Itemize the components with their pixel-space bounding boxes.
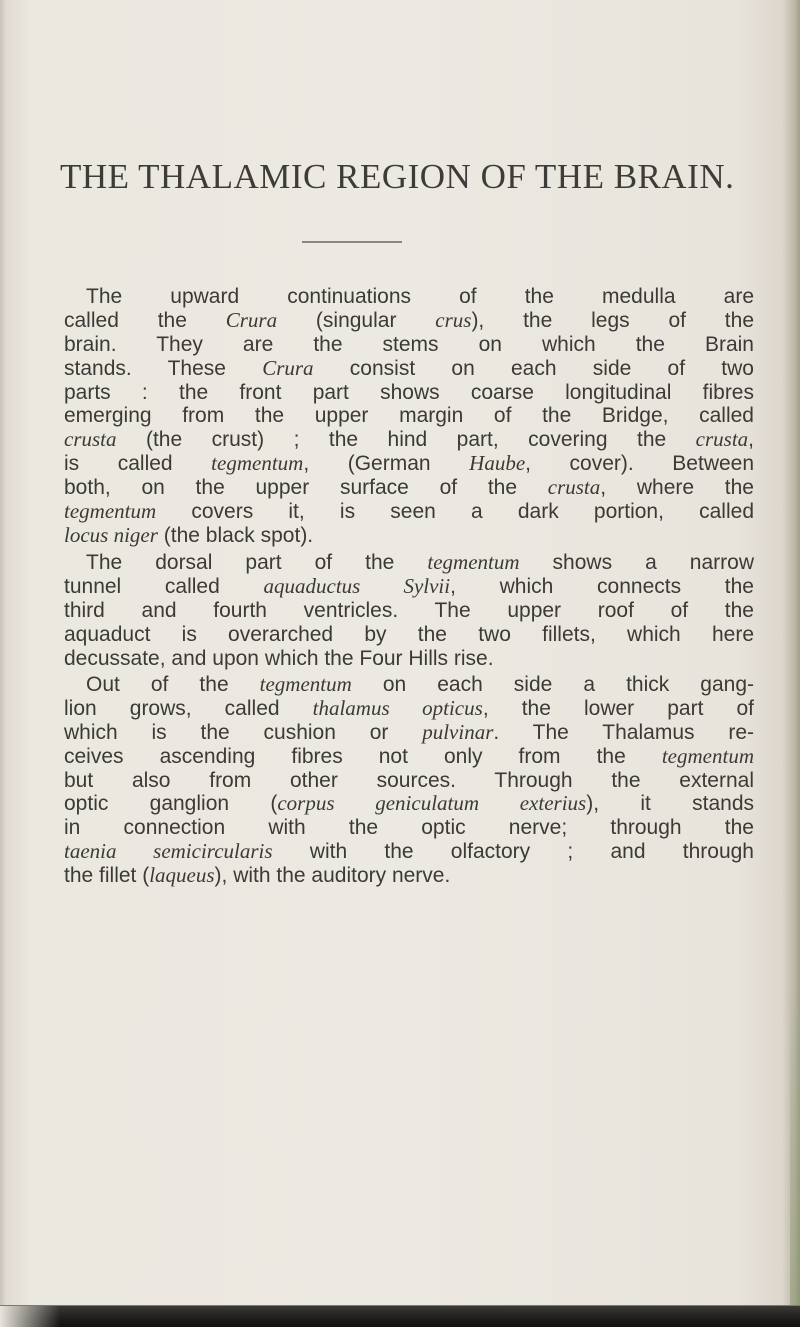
page-left-edge-shadow (0, 0, 6, 1326)
italic-term: Haube (469, 451, 526, 476)
text-line: emerging from the upper margin of the Bridge, called (64, 404, 754, 428)
italic-term: crusta (64, 427, 117, 452)
paragraph-1 (64, 285, 754, 548)
chapter-title: THE THALAMIC REGION OF THE BRAIN. (60, 157, 735, 196)
page-right-edge (782, 0, 800, 1326)
text-line: which is the cushion or pulvinar. The Thalamus re- (64, 719, 754, 744)
italic-term: Crura (262, 355, 314, 380)
italic-term: Crura (225, 307, 278, 332)
text-line: but also from other sources. Through the external (64, 768, 754, 792)
italic-term: crus (435, 307, 472, 332)
text-line: optic ganglion (corpus geniculatum exterius), it stands (64, 791, 754, 816)
text-line: in connection with the optic nerve; through the (64, 816, 754, 840)
text-line: taenia semicircularis with the olfactory ; and through (64, 839, 754, 864)
paragraph-3 (64, 673, 754, 888)
italic-term: locus niger (64, 522, 158, 547)
italic-term: tegmentum (427, 550, 520, 574)
title-rule (302, 241, 402, 243)
italic-term: laqueus (149, 863, 215, 888)
text-line: both, on the upper surface of the crusta, where the (64, 475, 754, 500)
text-line: third and fourth ventricles. The upper roof of the (64, 598, 754, 622)
text-line: crusta (the crust) ; the hind part, covering the crusta, (64, 427, 754, 452)
italic-term: crusta (547, 475, 601, 500)
text-line: parts : the front part shows coarse longitudinal fibres (64, 380, 754, 404)
italic-term: tegmentum (64, 499, 157, 524)
text-line: called the Crura (singular crus), the legs of the (64, 307, 754, 332)
italic-term: thalamus opticus (312, 695, 483, 720)
text-line: decussate, and upon which the Four Hills rise. (64, 646, 494, 670)
text-line: stands. These Crura consist on each side of two (64, 355, 754, 380)
text-line: Out of the tegmentum on each side a thick gang- (86, 672, 754, 696)
paragraph-2 (64, 551, 754, 670)
italic-term: crusta (695, 427, 749, 452)
italic-term: corpus geniculatum exterius (277, 791, 587, 816)
page-edge-stain (790, 980, 800, 1326)
text-line: brain. They are the stems on which the Brain (64, 332, 754, 356)
text-line: ceives ascending fibres not only from the tegmentum (64, 743, 754, 768)
text-line: is called tegmentum, (German Haube, cover). Between (64, 451, 755, 476)
italic-term: taenia semicircularis (64, 839, 273, 864)
italic-term: tegmentum (661, 743, 754, 768)
text-line: the fillet (laqueus), with the auditory nerve. (64, 863, 451, 888)
page-bottom-edge (0, 1305, 800, 1327)
text-line: tunnel called aquaductus Sylvii, which connects the (64, 573, 754, 598)
italic-term: aquaductus Sylvii (263, 573, 451, 598)
text-line: The dorsal part of the tegmentum shows a narrow (86, 550, 754, 574)
text-line: aquaduct is overarched by the two fillets, which here (64, 622, 754, 646)
italic-term: pulvinar (422, 719, 494, 744)
text-line: tegmentum covers it, is seen a dark portion, called (64, 499, 754, 524)
text-line: lion grows, called thalamus opticus, the lower part of (64, 695, 755, 720)
text-line: locus niger (the black spot). (64, 522, 314, 547)
italic-term: tegmentum (211, 451, 304, 476)
italic-term: tegmentum (259, 672, 352, 696)
text-line: The upward continuations of the medulla are (86, 285, 754, 308)
